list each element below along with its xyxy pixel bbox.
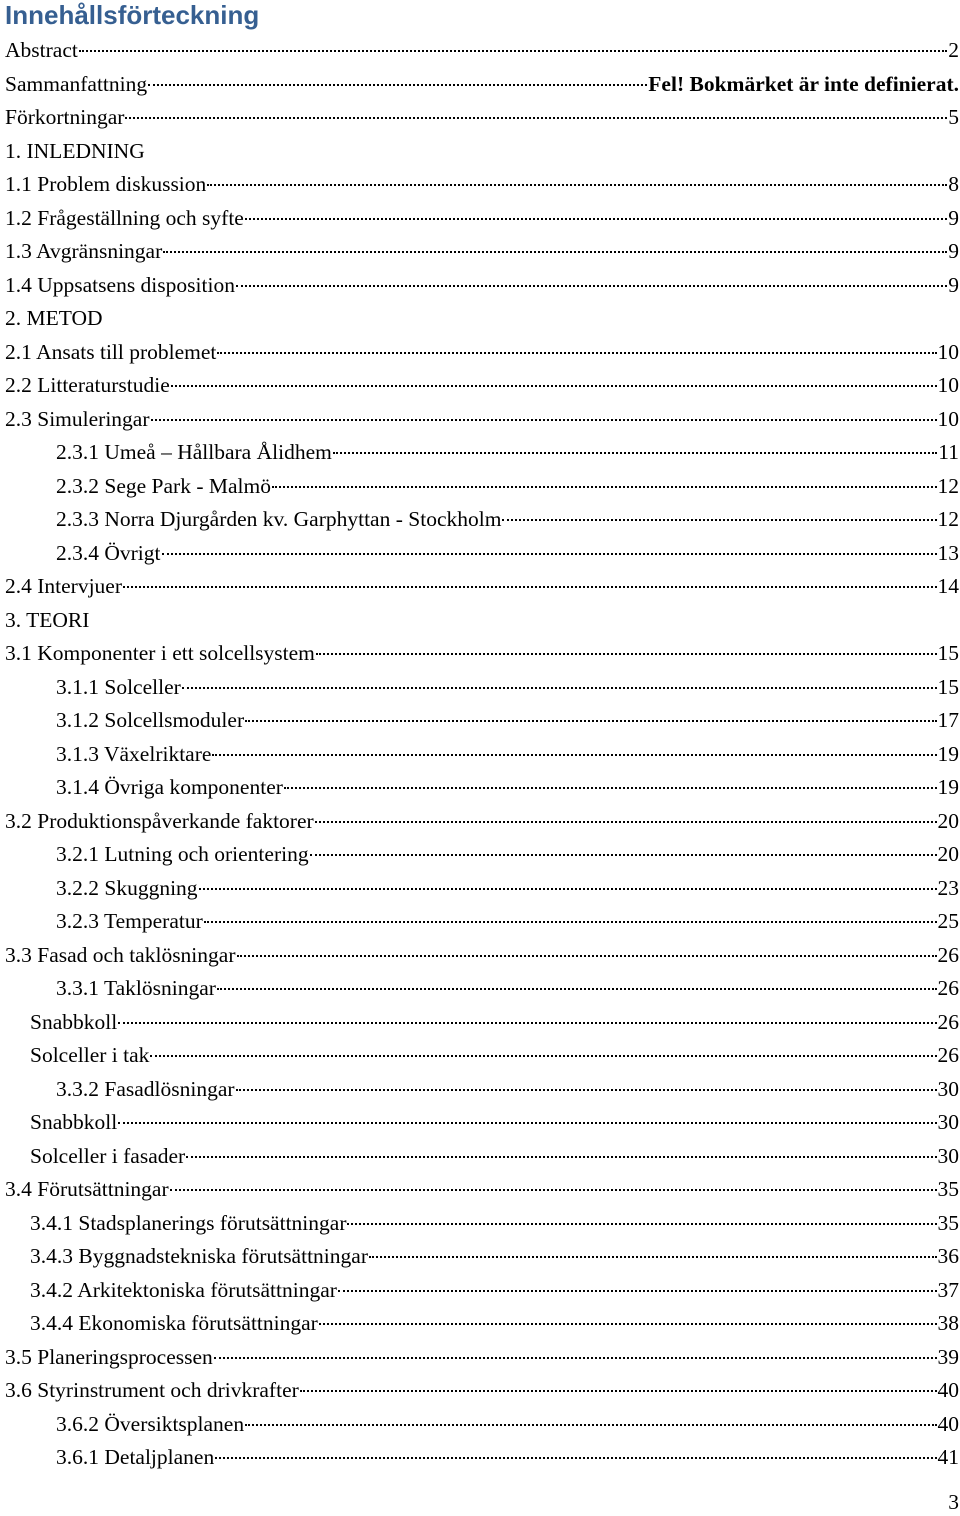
toc-dot-leader <box>272 486 937 488</box>
toc-dot-leader <box>347 1223 936 1225</box>
toc-entry-page: 5 <box>948 105 959 129</box>
toc-entry-label: 2.3.2 Sege Park - Malmö <box>56 473 271 498</box>
toc-title: Innehållsförteckning <box>5 0 260 30</box>
toc-entry[interactable] <box>5 102 959 132</box>
toc-entry[interactable] <box>30 1208 959 1238</box>
toc-entry-page: 12 <box>937 507 959 531</box>
page-number: 3 <box>948 1490 959 1514</box>
toc-dot-leader <box>182 687 937 689</box>
toc-dot-leader <box>333 452 937 454</box>
toc-entry[interactable] <box>30 1275 959 1305</box>
toc-entry-label: 3.4.2 Arkitektoniska förutsättningar <box>30 1277 337 1302</box>
toc-entry-label: 3.6.2 Översiktsplanen <box>56 1411 245 1436</box>
toc-entry-label: 3.2.2 Skuggning <box>56 875 198 900</box>
toc-dot-leader <box>186 1156 936 1158</box>
toc-entry[interactable] <box>5 940 959 970</box>
toc-entry-page: 15 <box>937 674 959 699</box>
toc-entry-label: 1. INLEDNING <box>5 138 145 163</box>
toc-entry-label: 3.3.2 Fasadlösningar <box>56 1076 235 1101</box>
toc-entry[interactable] <box>30 1007 959 1037</box>
toc-entry[interactable] <box>5 270 959 300</box>
toc-entry-page: 10 <box>937 406 959 431</box>
toc-entry-page: 23 <box>937 875 959 900</box>
toc-entry-label: 2.4 Intervjuer <box>5 574 123 598</box>
toc-entry-page: 38 <box>937 1311 959 1335</box>
toc-dot-leader <box>245 1424 936 1426</box>
toc-dot-leader <box>369 1256 937 1258</box>
toc-entry-page: 2 <box>948 38 959 62</box>
toc-entry-page: 37 <box>937 1277 959 1302</box>
toc-entry[interactable] <box>56 906 959 936</box>
toc-dot-leader <box>315 821 937 823</box>
toc-entry[interactable] <box>5 169 959 199</box>
toc-entry[interactable] <box>56 873 959 903</box>
toc-dot-leader <box>207 184 947 186</box>
toc-entry[interactable] <box>56 973 959 1003</box>
toc-entry-page: 41 <box>937 1445 959 1469</box>
toc-entry-label: 3.2.1 Lutning och orientering <box>56 842 309 866</box>
toc-entry[interactable] <box>56 839 959 869</box>
toc-dot-leader <box>217 988 937 990</box>
toc-dot-leader <box>245 218 947 220</box>
toc-entry[interactable] <box>56 739 959 769</box>
toc-entry-page: 20 <box>937 842 959 866</box>
toc-entry-page: 36 <box>937 1244 959 1268</box>
toc-entry-label: 1.3 Avgränsningar <box>5 239 163 263</box>
toc-entry-page: 20 <box>937 808 959 833</box>
toc-dot-leader <box>245 720 936 722</box>
toc-dot-leader <box>236 1089 937 1091</box>
toc-entry-label: 2.3 Simuleringar <box>5 406 150 431</box>
toc-dot-leader <box>163 251 947 253</box>
toc-entry[interactable] <box>5 69 959 99</box>
toc-entry-page: 26 <box>937 1043 959 1067</box>
toc-entry[interactable] <box>56 504 959 534</box>
toc-entry[interactable] <box>5 1375 959 1405</box>
toc-entry-label: 2.1 Ansats till problemet <box>5 339 217 364</box>
toc-dot-leader <box>300 1390 937 1392</box>
toc-entry-page: 25 <box>937 909 959 933</box>
toc-entry[interactable] <box>56 772 959 802</box>
toc-entry-page: 19 <box>937 775 959 799</box>
toc-entry-label: Abstract <box>5 38 78 62</box>
toc-dot-leader <box>118 1122 936 1124</box>
toc-dot-leader <box>123 586 936 588</box>
toc-entry-page: 26 <box>937 976 959 1000</box>
toc-entry[interactable] <box>56 672 959 702</box>
toc-dot-leader <box>212 754 936 756</box>
toc-entry[interactable] <box>56 1409 959 1439</box>
toc-dot-leader <box>118 1022 936 1024</box>
toc-entry-label: 3.1.2 Solcellsmoduler <box>56 708 245 732</box>
toc-entry-page: 10 <box>937 373 959 397</box>
toc-dot-leader <box>170 1189 937 1191</box>
toc-entry-label: 3. TEORI <box>5 607 90 632</box>
toc-entry[interactable] <box>56 437 959 467</box>
toc-entry[interactable] <box>56 471 959 501</box>
toc-entry-page: 30 <box>937 1143 959 1168</box>
toc-dot-leader <box>199 888 937 890</box>
toc-entry-label: 3.6.1 Detaljplanen <box>56 1445 215 1469</box>
toc-entry-label: 3.1.4 Övriga komponenter <box>56 775 283 799</box>
toc-entry[interactable] <box>5 1174 959 1204</box>
toc-entry-page: 26 <box>937 942 959 967</box>
toc-dot-leader <box>310 854 937 856</box>
toc-dot-leader <box>236 285 947 287</box>
toc-entry-label: 3.6 Styrinstrument och drivkrafter <box>5 1378 299 1402</box>
toc-entry[interactable] <box>30 1241 959 1271</box>
toc-entry-page: 9 <box>948 272 959 297</box>
toc-entry-label: 2.3.3 Norra Djurgården kv. Garphyttan - Stockholm <box>56 507 502 531</box>
toc-entry-page: 26 <box>937 1009 959 1034</box>
toc-entry-label: 3.5 Planeringsprocessen <box>5 1344 213 1369</box>
toc-dot-leader <box>162 553 937 555</box>
toc-entry-label: Snabbkoll <box>30 1009 118 1034</box>
toc-entry-label: 1.2 Frågeställning och syfte <box>5 205 244 230</box>
toc-entry-page: 40 <box>937 1378 959 1402</box>
toc-entry-page: 30 <box>937 1110 959 1134</box>
toc-entry-label: 3.2.3 Temperatur <box>56 909 203 933</box>
toc-entry-label: 1.4 Uppsatsens disposition <box>5 272 235 297</box>
toc-entry-page: Fel! Bokmärket är inte definierat. <box>648 71 959 96</box>
toc-entry-label: 2. METOD <box>5 306 103 330</box>
toc-entry[interactable] <box>56 705 959 735</box>
toc-entry-label: 3.4.1 Stadsplanerings förutsättningar <box>30 1210 347 1235</box>
toc-entry-page: 40 <box>937 1411 959 1436</box>
toc-entry-page: 11 <box>938 440 959 464</box>
toc-entry[interactable] <box>5 136 959 166</box>
toc-entry-label: 2.2 Litteraturstudie <box>5 373 170 397</box>
toc-entry[interactable] <box>30 1141 959 1171</box>
toc-entry-label: Solceller i tak <box>30 1043 150 1067</box>
toc-entry-page: 13 <box>937 540 959 565</box>
toc-entry[interactable] <box>56 1442 959 1472</box>
toc-dot-leader <box>316 653 937 655</box>
toc-dot-leader <box>502 519 936 521</box>
toc-entry[interactable] <box>56 538 959 568</box>
toc-entry-label: Sammanfattning <box>5 71 148 96</box>
toc-dot-leader <box>338 1290 937 1292</box>
toc-entry-page: 30 <box>937 1076 959 1101</box>
toc-entry-label: 3.2 Produktionspåverkande faktorer <box>5 808 314 833</box>
toc-entry-label: 2.3.4 Övrigt <box>56 540 161 565</box>
toc-entry[interactable] <box>5 236 959 266</box>
toc-entry[interactable] <box>30 1040 959 1070</box>
toc-entry[interactable] <box>5 404 959 434</box>
toc-entry-page: 39 <box>937 1344 959 1369</box>
toc-dot-leader <box>284 787 937 789</box>
toc-entry-page: 19 <box>937 741 959 766</box>
toc-entry[interactable] <box>5 806 959 836</box>
toc-entry-label: 3.1.1 Solceller <box>56 674 181 699</box>
toc-entry-page: 14 <box>937 574 959 598</box>
toc-dot-leader <box>204 921 937 923</box>
toc-entry-page: 35 <box>937 1210 959 1235</box>
toc-dot-leader <box>215 1457 936 1459</box>
toc-entry-page: 8 <box>948 172 959 196</box>
toc-entry-label: 3.3.1 Taklösningar <box>56 976 216 1000</box>
toc-entry[interactable] <box>5 605 959 635</box>
toc-entry[interactable] <box>5 370 959 400</box>
toc-entry-label: 3.3 Fasad och taklösningar <box>5 942 236 967</box>
toc-entry[interactable] <box>5 571 959 601</box>
toc-dot-leader <box>150 1055 936 1057</box>
toc-entry[interactable] <box>30 1308 959 1338</box>
toc-entry-page: 17 <box>937 708 959 732</box>
toc-dot-leader <box>148 84 647 86</box>
toc-entry-label: 1.1 Problem diskussion <box>5 172 207 196</box>
toc-dot-leader <box>125 117 947 119</box>
toc-dot-leader <box>237 955 937 957</box>
toc-entry[interactable] <box>5 35 959 65</box>
toc-entry[interactable] <box>5 303 959 333</box>
toc-entry-label: 2.3.1 Umeå – Hållbara Ålidhem <box>56 440 332 464</box>
toc-dot-leader <box>79 50 947 52</box>
toc-entry-label: Solceller i fasader <box>30 1143 186 1168</box>
toc-entry[interactable] <box>56 1074 959 1104</box>
toc-entry-page: 35 <box>937 1177 959 1201</box>
toc-entry[interactable] <box>5 337 959 367</box>
toc-entry[interactable] <box>5 638 959 668</box>
toc-entry[interactable] <box>5 203 959 233</box>
toc-entry-label: 3.1 Komponenter i ett solcellsystem <box>5 641 315 665</box>
toc-entry-label: 3.1.3 Växelriktare <box>56 741 212 766</box>
toc-entry-page: 9 <box>948 205 959 230</box>
toc-dot-leader <box>171 385 937 387</box>
toc-entry[interactable] <box>5 1342 959 1372</box>
toc-dot-leader <box>217 352 936 354</box>
toc-entry-label: 3.4.3 Byggnadstekniska förutsättningar <box>30 1244 368 1268</box>
toc-entry-label: Snabbkoll <box>30 1110 118 1134</box>
toc-entry-page: 12 <box>937 473 959 498</box>
toc-entry-label: 3.4.4 Ekonomiska förutsättningar <box>30 1311 318 1335</box>
toc-entry-page: 10 <box>937 339 959 364</box>
toc-dot-leader <box>214 1357 937 1359</box>
toc-entry-page: 9 <box>948 239 959 263</box>
toc-entry-label: Förkortningar <box>5 105 125 129</box>
toc-entry-label: 3.4 Förutsättningar <box>5 1177 169 1201</box>
toc-entry[interactable] <box>30 1107 959 1137</box>
toc-dot-leader <box>151 419 937 421</box>
toc-entry-page: 15 <box>937 641 959 665</box>
toc-dot-leader <box>319 1323 937 1325</box>
